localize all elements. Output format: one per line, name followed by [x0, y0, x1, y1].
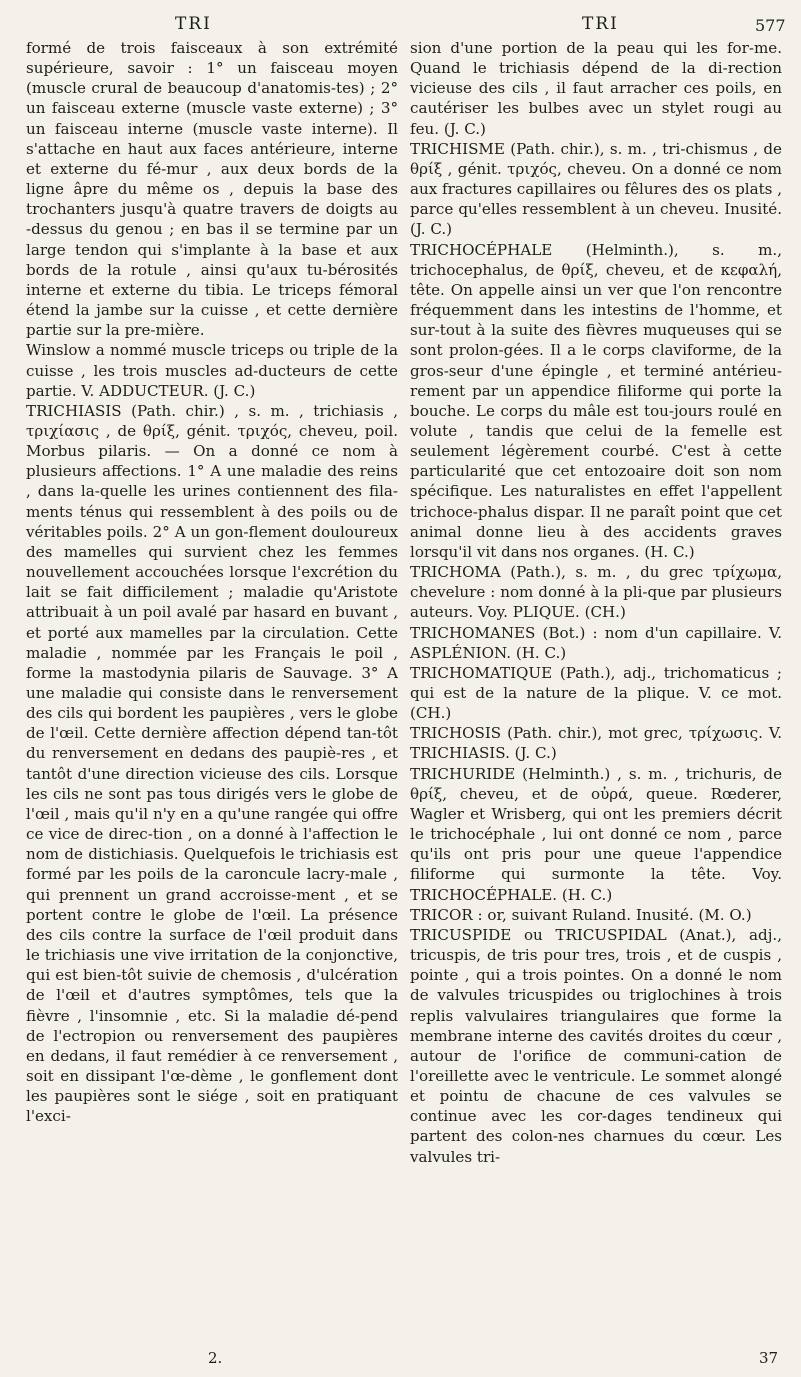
- signature-mark-right: 37: [759, 1349, 779, 1367]
- running-head-left: TRI: [175, 14, 212, 34]
- page-number: 577: [755, 16, 786, 35]
- left-column-text: formé de trois faisceaux à son extrémité supérieure, savoir : 1° un faisceau moyen (muscle crural de beaucoup d'anatomis-tes) ; 2° un faisceau externe (muscle vaste externe) ; 3° un faisceau interne (muscle vaste interne). Il s'attache en haut aux faces antérieure, interne et externe du fé-mur , aux deux bords de la ligne âpre du même os , depuis la base des trochanters jusqu'à quatre travers de doigts au -dessus du genou ; en bas il se termine par un large tendon qui s'implante à la base et aux bords de la rotule , ainsi qu'aux tu-bérosités interne et externe du tibia. Le triceps fémoral étend la jambe sur la cuisse , et cette dernière partie sur la pre-mière. Winslow a nommé muscle triceps ou triple de la cuisse , les trois muscles ad-ducteurs de cette partie. V. ADDUCTEUR. (J. C.) TRICHIASIS (Path. chir.) , s. m. , trichiasis , τριχίασις , de θρίξ, génit. τριχός, cheveu, poil. Morbus pilaris. — On a donné ce nom à plusieurs affections. 1° A une maladie des reins , dans la-quelle les urines contiennent des fila-ments ténus qui ressemblent à des poils ou de véritables poils. 2° A un gon-flement douloureux des mamelles qui survient chez les femmes nouvellement accouchées lorsque l'excrétion du lait se fait difficilement ; maladie qu'Aristote attribuait à un poil avalé par hasard en buvant , et porté aux mamelles par la circulation. Cette maladie , nommée par les Français le poil , forme la mastodynia pilaris de Sauvage. 3° A une maladie qui consiste dans le renversement des cils qui bordent les paupières , vers le globe de l'œil. Cette dernière affection dépend tan-tôt du renversement en dedans des paupiè-res , et tantôt d'une direction vicieuse des cils. Lorsque les cils ne sont pas tous dirigés vers le globe de l'œil , mais qu'il n'y en a qu'une rangée qui offre ce vice de direc-tion , on a donné à l'affection le nom de distichiasis. Quelquefois le trichiasis est formé par les poils de la caroncule lacry-male , qui prennent un grand accroisse-ment , et se portent contre le globe de l'œil. La présence des cils contre la surface de l'œil produit dans le trichiasis une vive irritation de la conjonctive, qui est bien-tôt suivie de chemosis , d'ulcération de l'œil et d'autres symptômes, tels que la fièvre , l'insomnie , etc. Si la maladie dé-pend de l'ectropion ou renversement des paupières en dedans, il faut remédier à ce renversement , soit en dissipant l'œ-dème , le gonflement dont les paupières sont le siége , soit en pratiquant l'exci-: [26, 39, 398, 1126]
- right-column-text: sion d'une portion de la peau qui les for-me. Quand le trichiasis dépend de la di-rection vicieuse des cils , il faut arracher ces poils, en cautériser les bulbes avec un stylet rougi au feu. (J. C.) TRICHISME (Path. chir.), s. m. , tri-chismus , de θρίξ , génit. τριχός, cheveu. On a donné ce nom aux fractures capillaires ou fêlures des os plats , parce qu'elles ressemblent à un cheveu. Inusité. (J. C.) TRICHOCÉPHALE (Helminth.), s. m., trichocephalus, de θρίξ, cheveu, et de κεφαλή, tête. On appelle ainsi un ver que l'on rencontre fréquemment dans les intestins de l'homme, et sur-tout à la suite des fièvres muqueuses qui se sont prolon-gées. Il a le corps claviforme, de la gros-seur d'une épingle , et terminé antérieu-rement par un appendice filiforme qui porte la bouche. Le corps du mâle est tou-jours roulé en volute , tandis que celui de la femelle est seulement légèrement courbé. C'est à cette particularité que cet entozoaire doit son nom spécifique. Les naturalistes en effet l'appellent trichoce-phalus dispar. Il ne paraît point que cet animal donne lieu à des accidents graves lorsqu'il vit dans nos organes. (H. C.) TRICHOMA (Path.), s. m. , du grec τρίχωμα, chevelure : nom donné à la pli-que par plusieurs auteurs. Voy. PLIQUE. (CH.) TRICHOMANES (Bot.) : nom d'un capillaire. V. ASPLÉNION. (H. C.) TRICHOMATIQUE (Path.), adj., trichomaticus ; qui est de la nature de la plique. V. ce mot. (CH.) TRICHOSIS (Path. chir.), mot grec, τρίχωσις. V. TRICHIASIS. (J. C.) TRICHURIDE (Helminth.) , s. m. , trichuris, de θρίξ, cheveu, et de οὐρά, queue. Rœderer, Wagler et Wrisberg, qui ont les premiers décrit le trichocéphale , lui ont donné ce nom , parce qu'ils ont pris pour une queue l'appendice filiforme qui surmonte la tête. Voy. TRICHOCÉPHALE. (H. C.) TRICOR : or, suivant Ruland. Inusité. (M. O.) TRICUSPIDE ou TRICUSPIDAL (Anat.), adj., tricuspis, de tris pour tres, trois , et de cuspis , pointe , qui a trois pointes. On a donné le nom de valvules tricuspides ou triglochines à trois replis valvulaires triangulaires que forme la membrane interne des cavités droites du cœur , autour de l'orifice de communi-cation de l'oreillette avec le ventricule. Le sommet alongé et pointu de chacune de ces valvules se continue avec les cor-dages tendineux qui partent des colon-nes charnues du cœur. Les valvules tri-: [410, 39, 782, 1166]
- running-head-right: TRI: [582, 14, 619, 34]
- signature-mark-left: 2.: [208, 1349, 223, 1367]
